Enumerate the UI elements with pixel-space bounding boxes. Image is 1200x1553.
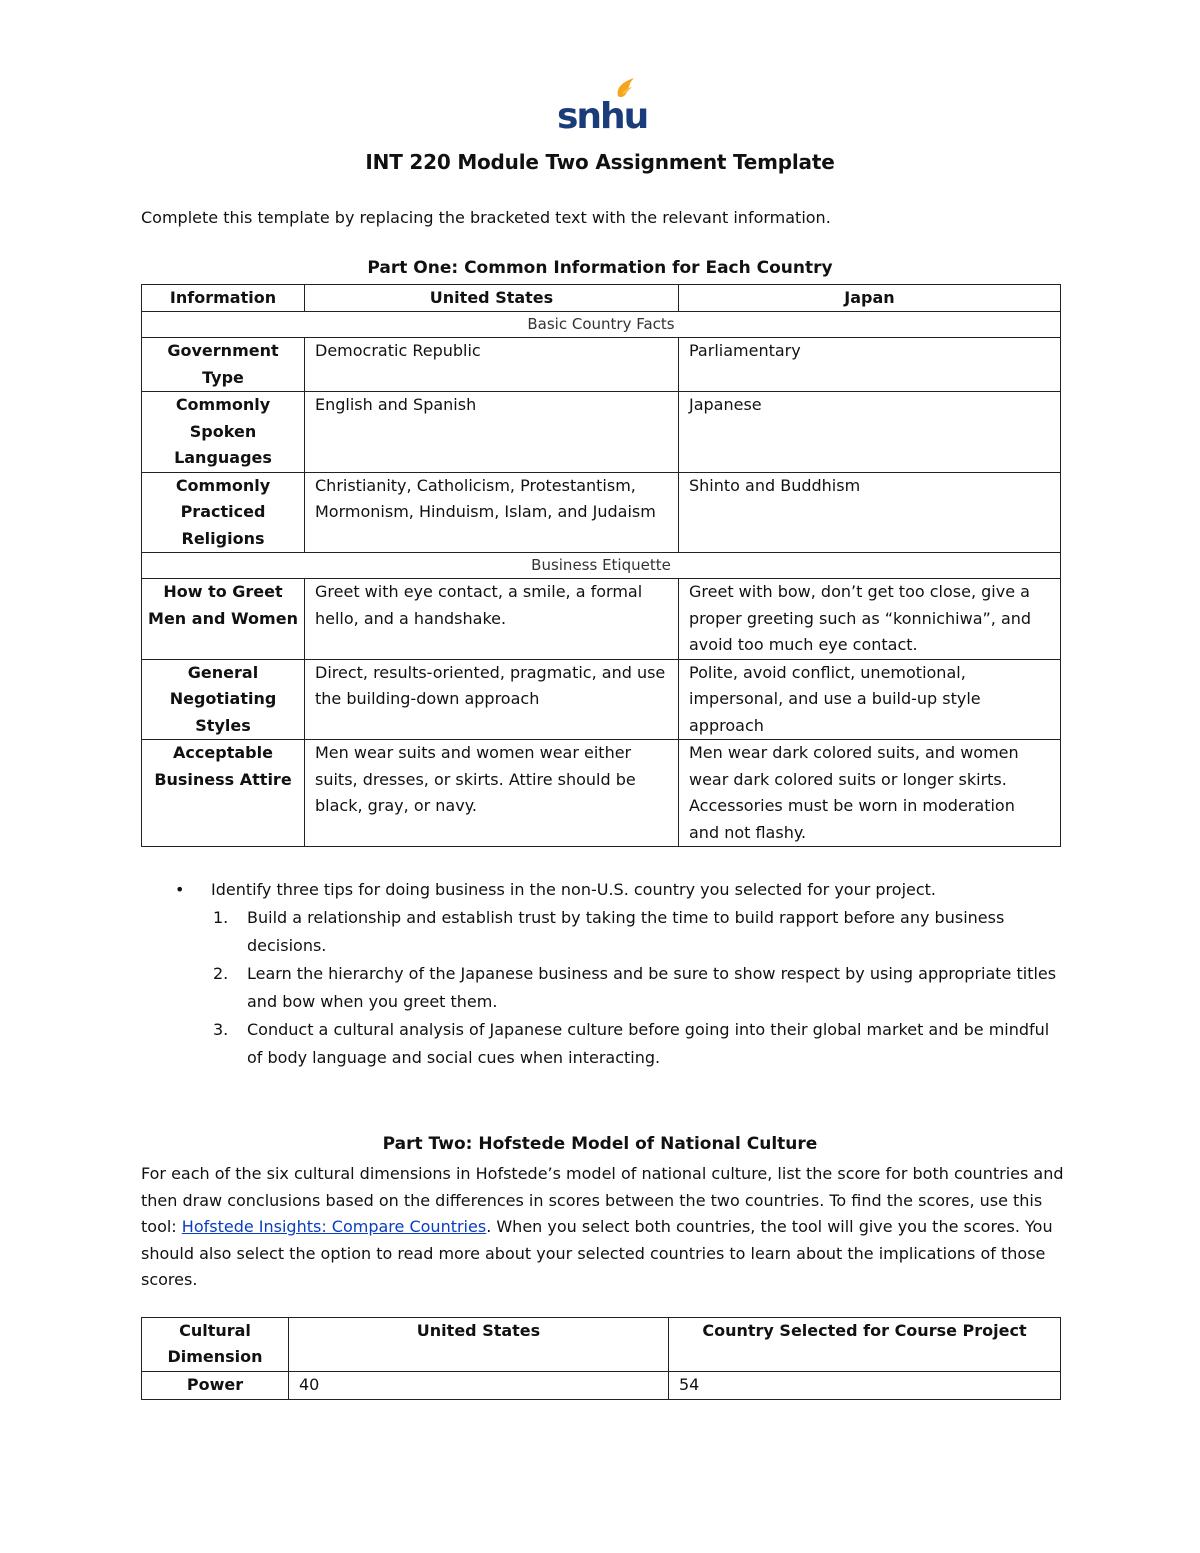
bullet-item [141,876,1061,904]
column-header: Country Selected for Course Project [669,1318,1061,1372]
business-tips [141,876,1061,1072]
row-label: Commonly Spoken Languages [142,392,305,473]
table-header-row [142,285,1061,312]
list-number: 3. [213,1020,229,1039]
part-two-instructions [141,1161,1066,1294]
us-cell: Christianity, Catholicism, Protestantism, Mormonism, Hinduism, Islam, and Judaism [305,472,679,553]
part-two-text-end: . When you select both countries, the tool will give you the scores. You should also select the option to read more about your selected countries to learn about the implications of those scores. [141,1217,1053,1289]
list-number: 2. [213,964,229,983]
list-item [141,1016,1061,1072]
list-number: 1. [213,908,229,927]
table-row [142,659,1061,740]
table-row [142,338,1061,392]
part-one-heading: Part One: Common Information for Each Country [367,258,833,278]
us-cell: Men wear suits and women wear either suits, dresses, or skirts. Attire should be black, gray, or navy. [305,740,679,847]
hofstede-compare-link[interactable]: Hofstede Insights: Compare Countries [181,1217,487,1236]
selected-country-score-cell: 54 [669,1372,1061,1400]
part-two-heading: Part Two: Hofstede Model of National Culture [382,1134,818,1154]
column-header: Cultural Dimension [142,1318,289,1372]
japan-cell: Shinto and Buddhism [679,472,1061,553]
column-header: United States [305,285,679,312]
table-row [142,472,1061,553]
us-cell: Greet with eye contact, a smile, a formal hello, and a handshake. [305,579,679,660]
list-text: Learn the hierarchy of the Japanese business and be sure to show respect by using appropriate titles and bow when you greet them. [247,964,1057,1011]
column-header: Information [142,285,305,312]
tips-list [141,904,1061,1072]
japan-cell: Greet with bow, don’t get too close, give a proper greeting such as “konnichiwa”, and avoid too much eye contact. [679,579,1061,660]
japan-cell: Japanese [679,392,1061,473]
table-row [142,392,1061,473]
column-header: Japan [679,285,1061,312]
japan-cell: Men wear dark colored suits, and women wear dark colored suits or longer skirts. Accessories must be worn in moderation and not flashy. [679,740,1061,847]
row-label: Commonly Practiced Religions [142,472,305,553]
table-row [142,1372,1061,1400]
list-text: Build a relationship and establish trust by taking the time to build rapport before any business decisions. [247,908,1005,955]
instructions-text: Complete this template by replacing the bracketed text with the relevant information. [141,208,831,227]
list-item [141,904,1061,960]
logo-text: snhu [557,96,648,137]
row-label: How to Greet Men and Women [142,579,305,660]
us-score-cell: 40 [289,1372,669,1400]
country-info-table [141,284,1061,847]
us-cell: English and Spanish [305,392,679,473]
us-cell: Direct, results-oriented, pragmatic, and use the building-down approach [305,659,679,740]
table-header-row [142,1318,1061,1372]
column-header: United States [289,1318,669,1372]
japan-cell: Parliamentary [679,338,1061,392]
section-row [142,553,1061,579]
section-title: Business Etiquette [142,553,1061,579]
japan-cell: Polite, avoid conflict, unemotional, impersonal, and use a build-up style approach [679,659,1061,740]
bullet-text: Identify three tips for doing business in the non-U.S. country you selected for your project. [211,880,937,899]
row-label: Acceptable Business Attire [142,740,305,847]
hofstede-table [141,1317,1061,1400]
section-title: Basic Country Facts [142,312,1061,338]
row-label: General Negotiating Styles [142,659,305,740]
table-row [142,579,1061,660]
row-label: Government Type [142,338,305,392]
part-two-text-start: For each of the six cultural dimensions in Hofstede’s model of national culture, list the score for both countries and then draw conclusions based on the differences in scores between the two countries. To find the scores, use this tool: [141,1164,1064,1236]
document-title: INT 220 Module Two Assignment Template [365,150,835,174]
list-text: Conduct a cultural analysis of Japanese culture before going into their global market and be mindful of body language and social cues when interacting. [247,1020,1050,1067]
table-row [142,740,1061,847]
section-row [142,312,1061,338]
row-label: Power [142,1372,289,1400]
bullet-icon: • [175,880,185,899]
snhu-logo [556,76,648,137]
list-item [141,960,1061,1016]
us-cell: Democratic Republic [305,338,679,392]
